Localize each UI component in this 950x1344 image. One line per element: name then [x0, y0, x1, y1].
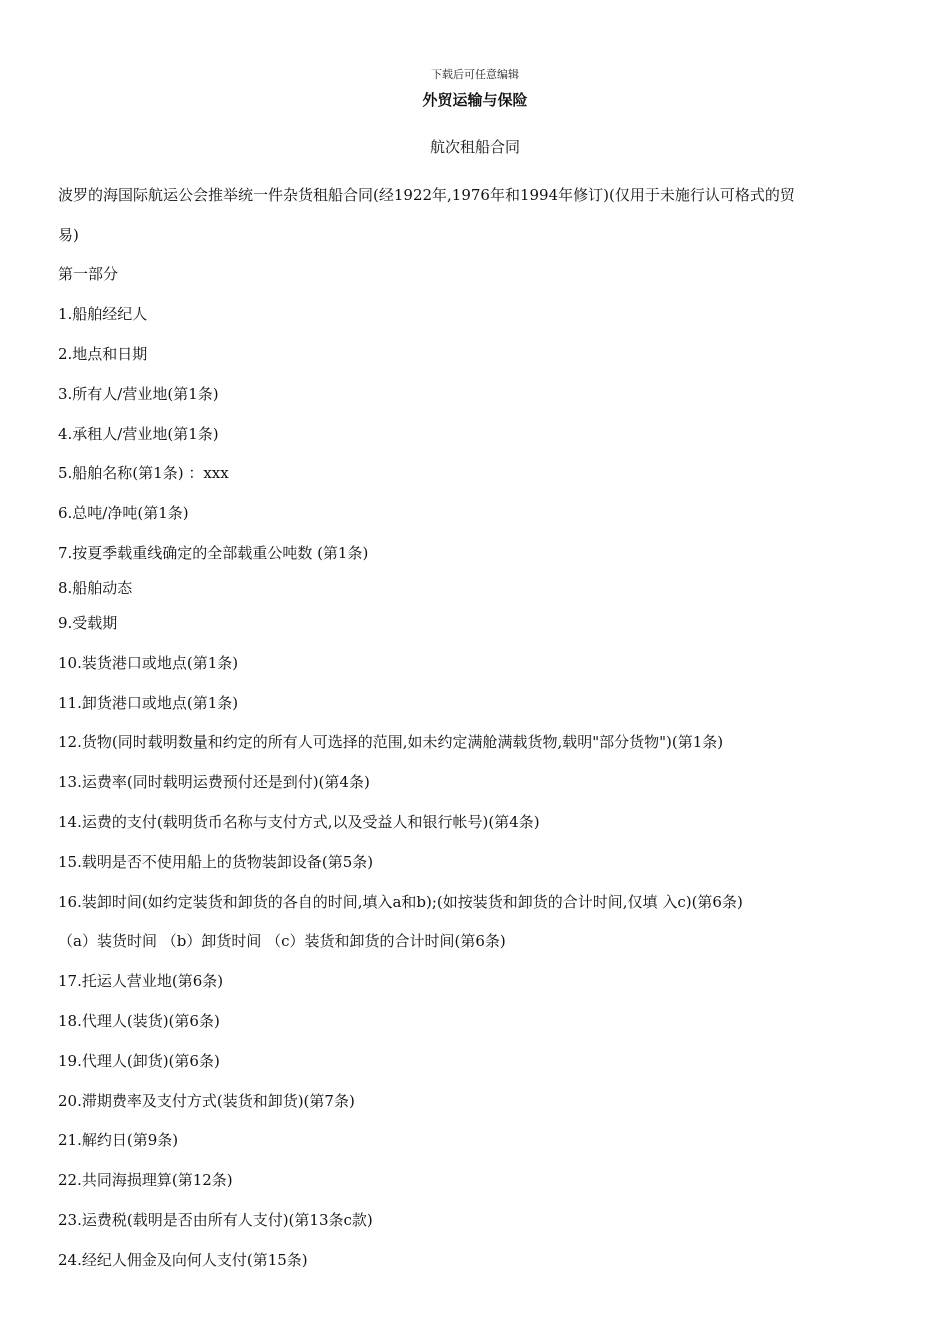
list-item: 20.滞期费率及支付方式(装货和卸货)(第7条) [58, 1092, 355, 1110]
list-item: 24.经纪人佣金及向何人支付(第15条) [58, 1251, 308, 1269]
list-item: 19.代理人(卸货)(第6条) [58, 1052, 220, 1070]
part-heading: 第一部分 [58, 265, 119, 283]
document-title: 外贸运输与保险 [422, 91, 528, 109]
list-item: 4.承租人/营业地(第1条) [58, 425, 219, 443]
list-item: （a）装货时间 （b）卸货时间 （c）装货和卸货的合计时间(第6条) [58, 932, 506, 950]
list-item: 3.所有人/营业地(第1条) [58, 385, 219, 403]
list-item: 9.受载期 [58, 614, 118, 632]
list-item: 23.运费税(载明是否由所有人支付)(第13条c款) [58, 1211, 373, 1229]
list-item: 12.货物(同时载明数量和约定的所有人可选择的范围,如未约定满舱满载货物,载明"部分货物")(第1条) [58, 733, 724, 751]
intro-line-2: 易) [58, 226, 79, 244]
list-item: 14.运费的支付(载明货币名称与支付方式,以及受益人和银行帐号)(第4条) [58, 813, 540, 831]
header-note: 下载后可任意编辑 [431, 68, 519, 81]
list-item: 17.托运人营业地(第6条) [58, 972, 224, 990]
list-item: 7.按夏季载重线确定的全部载重公吨数 (第1条) [58, 544, 369, 562]
intro-line-1: 波罗的海国际航运公会推举统一件杂货租船合同(经1922年,1976年和1994年修订)(仅用于未施行认可格式的贸 [58, 186, 795, 204]
list-item: 22.共同海损理算(第12条) [58, 1171, 233, 1189]
list-item: 13.运费率(同时载明运费预付还是到付)(第4条) [58, 773, 370, 791]
list-item: 11.卸货港口或地点(第1条) [58, 694, 239, 712]
list-item: 21.解约日(第9条) [58, 1131, 179, 1149]
list-item: 5.船舶名称(第1条) ：xxx [58, 464, 229, 482]
list-item: 8.船舶动态 [58, 579, 133, 597]
list-item: 6.总吨/净吨(第1条) [58, 504, 189, 522]
list-item: 16.装卸时间(如约定装货和卸货的各自的时间,填入a和b);(如按装货和卸货的合计时间,仅填 入c)(第6条) [58, 893, 743, 911]
list-item: 1.船舶经纪人 [58, 305, 148, 323]
document-subtitle: 航次租船合同 [429, 138, 520, 156]
list-item: 15.载明是否不使用船上的货物装卸设备(第5条) [58, 853, 374, 871]
list-item: 10.装货港口或地点(第1条) [58, 654, 239, 672]
list-item: 18.代理人(装货)(第6条) [58, 1012, 220, 1030]
list-item: 2.地点和日期 [58, 345, 148, 363]
